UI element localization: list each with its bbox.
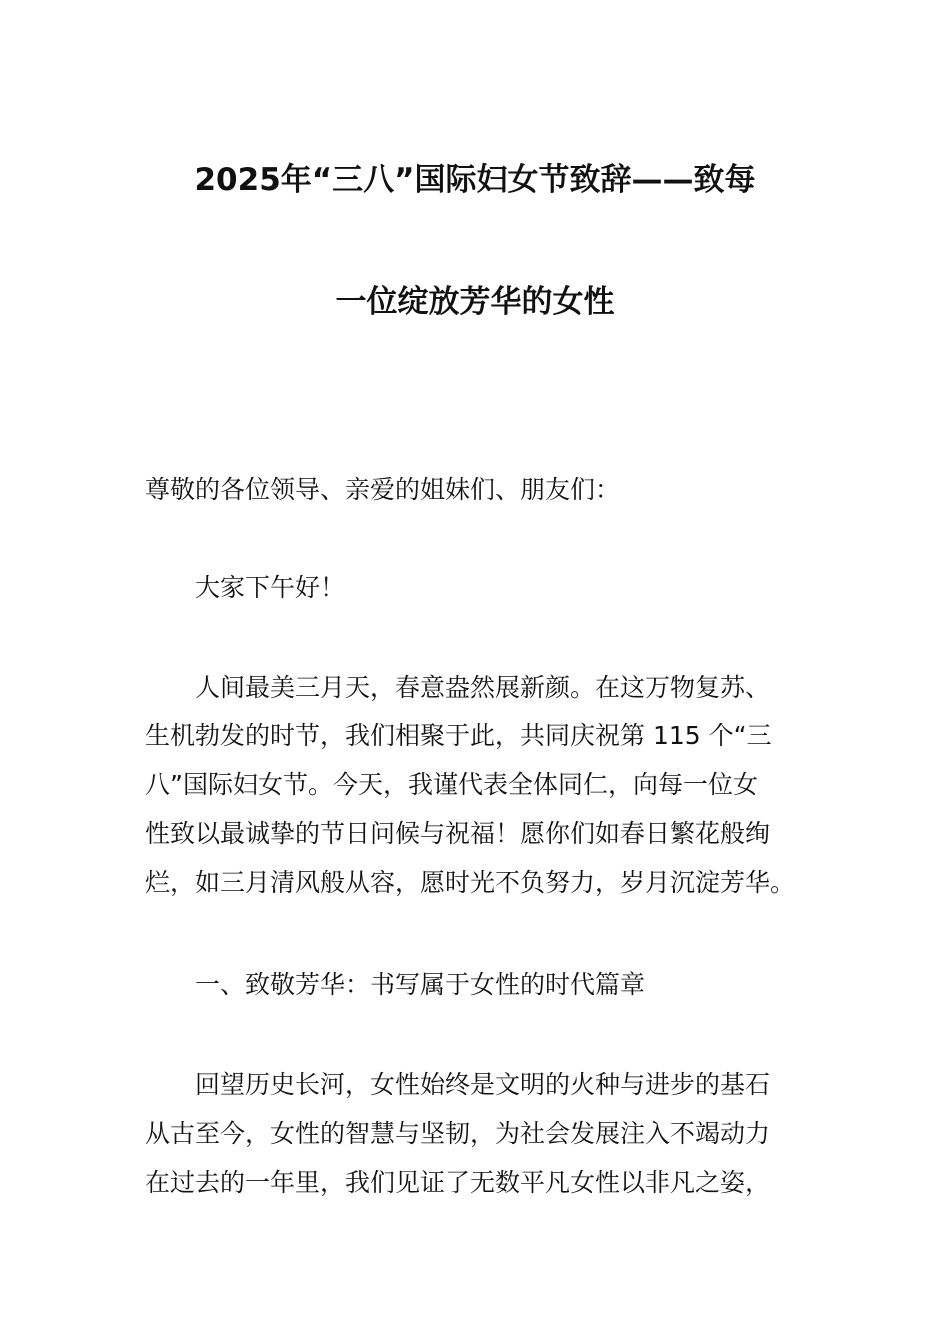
paragraph-1-line-2: 生机勃发的时节，我们相聚于此，共同庆祝第 115 个“三 xyxy=(145,721,772,750)
paragraph-1-line-3: 八”国际妇女节。今天，我谨代表全体同仁，向每一位女 xyxy=(145,770,758,799)
paragraph-1-line-4: 性致以最诚挚的节日问候与祝福！愿你们如春日繁花般绚 xyxy=(145,819,771,848)
section-heading-1: 一、致敬芳华：书写属于女性的时代篇章 xyxy=(195,970,646,999)
paragraph-2-line-1: 回望历史长河，女性始终是文明的火种与进步的基石 xyxy=(195,1070,771,1099)
document-title-line-2: 一位绽放芳华的女性 xyxy=(335,284,615,320)
document-title-line-1: 2025年“三八”国际妇女节致辞——致每 xyxy=(194,162,756,198)
paragraph-1-line-1: 人间最美三月天，春意盎然展新颜。在这万物复苏、 xyxy=(195,673,771,702)
greeting: 大家下午好！ xyxy=(195,573,346,602)
paragraph-1-line-5: 烂，如三月清风般从容，愿时光不负努力，岁月沉淀芳华。 xyxy=(145,868,796,897)
paragraph-2-line-2: 从古至今，女性的智慧与坚韧，为社会发展注入不竭动力 xyxy=(145,1119,771,1148)
paragraph-2-line-3: 在过去的一年里，我们见证了无数平凡女性以非凡之姿， xyxy=(145,1168,771,1197)
salutation: 尊敬的各位领导、亲爱的姐妹们、朋友们： xyxy=(145,475,621,504)
